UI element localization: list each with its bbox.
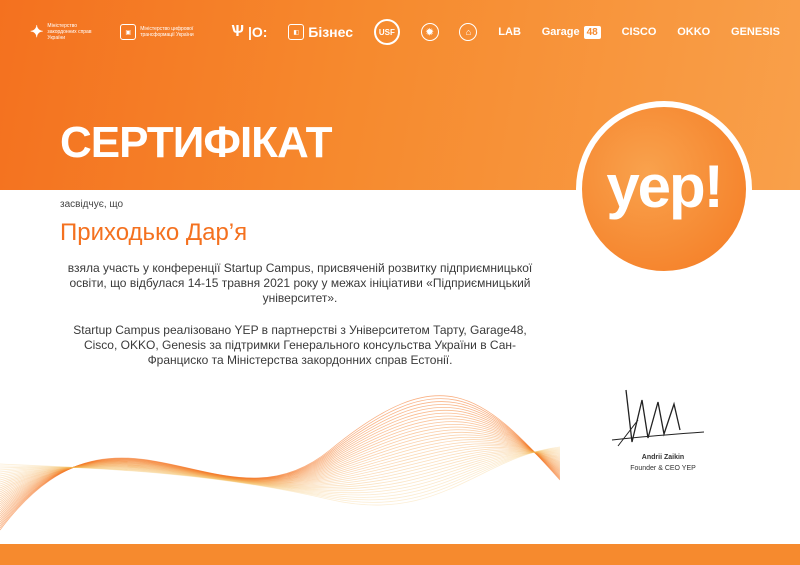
recipient-name: Приходько Дар’я <box>60 219 248 246</box>
diia-business-icon: ◧ <box>288 24 304 40</box>
partnership-paragraph: Startup Campus реалізовано YEP в партнерстві з Університетом Тарту, Garage48, Cisco, OKKO, Genesis за підтримки Генерального консульства України в Сан-Франциско та Міністерства закордонних справ Естонії. <box>73 323 527 367</box>
diia-mark-icon: |O: <box>247 24 268 40</box>
signer-name: Andrii Zaikin <box>641 454 685 461</box>
participation-paragraph: взяла участь у конференції Startup Campus, присвяченій розвитку підприємницької освіти, що відбулася 14-15 травня 2021 року у межах ініціативи «Підприємницький університет». <box>67 261 533 305</box>
university-seal-icon: ⌂ <box>459 23 477 41</box>
trident-icon: ✦ <box>30 24 44 41</box>
logo-startup-lab <box>498 26 521 38</box>
signer-role: Founder & CEO YEP <box>630 465 696 472</box>
logo-okko-label: OKKO <box>677 26 711 38</box>
logo-garage48 <box>542 26 601 39</box>
logo-mfa <box>30 22 99 42</box>
logo-badge <box>421 23 439 41</box>
trident-small-icon: Ѱ <box>231 23 244 40</box>
yep-logo-text: yep! <box>606 152 722 220</box>
logo-cisco <box>622 26 657 38</box>
logo-genesis-label: GENESIS <box>731 26 780 38</box>
partner-logos <box>30 14 780 50</box>
logo-diia-business-label: Бізнес <box>308 24 354 40</box>
certifies-text: засвідчує, що <box>60 199 124 210</box>
starburst-icon: ✹ <box>421 23 439 41</box>
logo-ministry <box>120 24 210 40</box>
logo-startup-lab-label: LAB <box>498 26 521 38</box>
logo-usf-label: USF <box>374 19 400 45</box>
certificate-title: СЕРТИФІКАТ <box>60 118 332 167</box>
wave-line <box>0 437 560 500</box>
signature-image <box>608 380 708 450</box>
logo-garage48-number: 48 <box>584 26 601 39</box>
footer-band <box>0 544 800 565</box>
logo-university <box>459 23 477 41</box>
logo-usf <box>374 19 400 45</box>
logo-garage48-label: Garage <box>541 26 580 38</box>
logo-okko <box>677 26 710 38</box>
logo-genesis <box>731 26 780 38</box>
decorative-waves <box>0 330 560 544</box>
logo-diia <box>231 23 267 41</box>
wave-line <box>0 447 560 490</box>
logo-mfa-label: Міністерство закордонних справ України <box>47 23 92 41</box>
logo-diia-business <box>288 24 353 40</box>
logo-ministry-label: Міністерство цифрової трансформації України <box>140 26 194 38</box>
logo-cisco-label: CISCO <box>621 26 657 38</box>
ministry-emblem-icon: ▣ <box>120 24 136 40</box>
yep-logo-circle <box>576 101 752 277</box>
